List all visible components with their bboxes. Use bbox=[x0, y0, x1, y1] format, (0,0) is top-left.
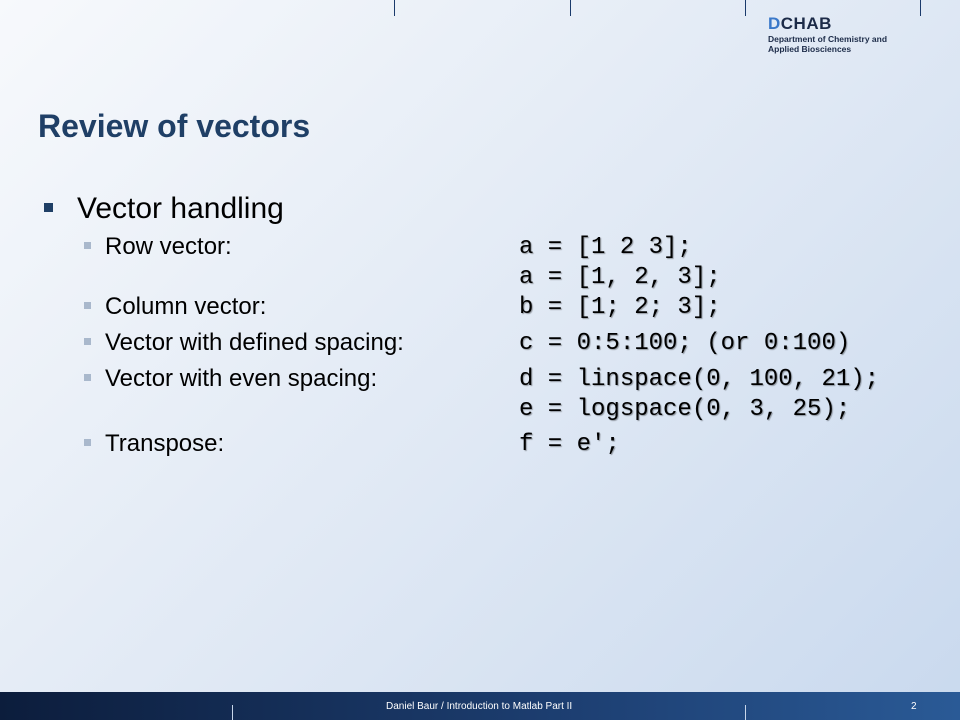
logo-line-2: Applied Biosciences bbox=[768, 44, 852, 54]
logo-line-1: Department of Chemistry and bbox=[768, 34, 888, 44]
logo-mark bbox=[768, 14, 887, 34]
top-divider-1 bbox=[394, 0, 395, 16]
code-linspace: d = linspace(0, 100, 21); bbox=[519, 366, 880, 393]
code-defined-spacing: c = 0:5:100; (or 0:100) bbox=[519, 330, 851, 357]
item-row-vector bbox=[84, 233, 232, 261]
top-divider-3 bbox=[745, 0, 746, 16]
footer-divider-1 bbox=[232, 705, 233, 720]
code-row-vector-2: a = [1, 2, 3]; bbox=[519, 264, 721, 291]
item-transpose bbox=[84, 430, 224, 458]
footer-divider-2 bbox=[745, 705, 746, 720]
code-column-vector: b = [1; 2; 3]; bbox=[519, 294, 721, 321]
logo-mark-letter: D bbox=[768, 14, 781, 33]
page-number: 2 bbox=[911, 701, 917, 712]
bullet-vector-handling bbox=[44, 192, 284, 226]
code-logspace: e = logspace(0, 3, 25); bbox=[519, 396, 851, 423]
top-divider-2 bbox=[570, 0, 571, 16]
item-label: Transpose: bbox=[105, 430, 225, 457]
item-even-spacing bbox=[84, 365, 377, 393]
top-divider-4 bbox=[920, 0, 921, 16]
bullet-heading: Vector handling bbox=[77, 192, 284, 225]
dchab-logo bbox=[768, 14, 887, 54]
item-label: Vector with even spacing: bbox=[105, 365, 378, 392]
square-bullet-icon bbox=[84, 338, 91, 345]
item-label: Column vector: bbox=[105, 293, 267, 320]
item-label: Row vector: bbox=[105, 233, 232, 260]
item-label: Vector with defined spacing: bbox=[105, 329, 404, 356]
logo-mark-rest: CHAB bbox=[780, 14, 832, 33]
code-transpose: f = e'; bbox=[519, 431, 620, 458]
slide-title: Review of vectors bbox=[38, 108, 311, 144]
item-column-vector bbox=[84, 293, 266, 321]
footer-text: Daniel Baur / Introduction to Matlab Part II bbox=[386, 701, 573, 712]
square-bullet-icon bbox=[84, 374, 91, 381]
code-row-vector-1: a = [1 2 3]; bbox=[519, 234, 692, 261]
item-defined-spacing bbox=[84, 329, 404, 357]
square-bullet-icon bbox=[84, 439, 91, 446]
square-bullet-icon bbox=[84, 242, 91, 249]
square-bullet-icon bbox=[84, 302, 91, 309]
square-bullet-icon bbox=[44, 203, 53, 212]
